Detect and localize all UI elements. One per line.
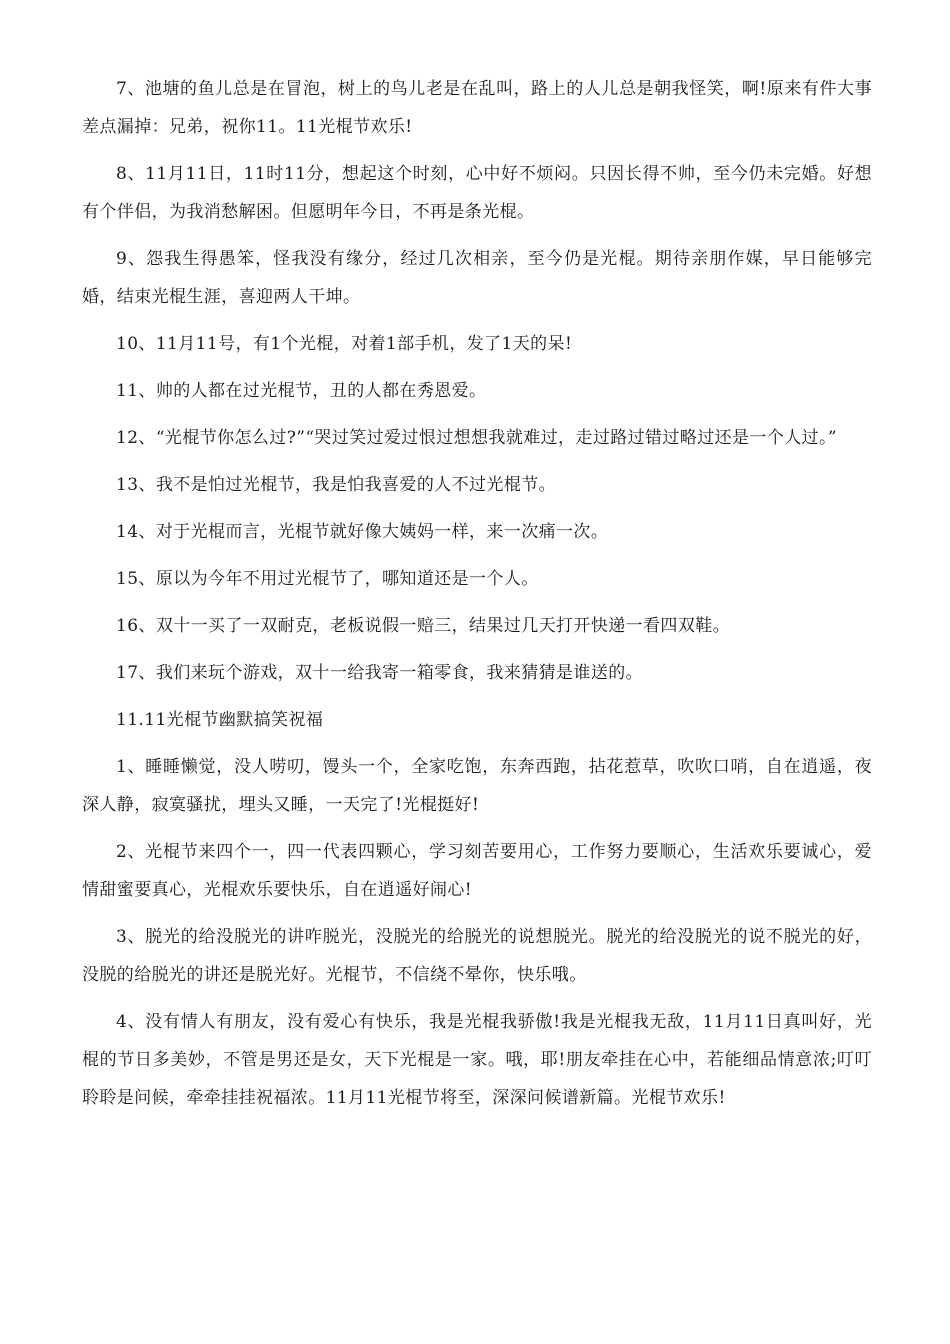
- paragraph-14: 14、对于光棍而言，光棍节就好像大姨妈一样，来一次痛一次。: [116, 522, 609, 542]
- paragraph-8: 8、11月11日，11时11分，想起这个时刻，心中好不烦闷。只因长得不帅，至今仍未完婚。好想有个伴侣，为我消愁解困。但愿明年今日，不再是条光棍。: [82, 164, 872, 222]
- paragraph-9: 9、怨我生得愚笨，怪我没有缘分，经过几次相亲，至今仍是光棍。期待亲朋作媒，早日能够完婚，结束光棍生涯，喜迎两人干坤。: [82, 249, 872, 307]
- document-body: [82, 70, 872, 1126]
- section-heading: 11.11光棍节幽默搞笑祝福: [116, 710, 324, 730]
- paragraph-17: 17、我们来玩个游戏，双十一给我寄一箱零食，我来猜猜是谁送的。: [116, 663, 644, 683]
- blessing-paragraph-1: 1、睡睡懒觉，没人唠叨，馒头一个，全家吃饱，东奔西跑，拈花惹草，吹吹口哨，自在逍遥，夜深人静，寂寞骚扰，埋头又睡，一天完了!光棍挺好!: [82, 757, 872, 815]
- paragraph-12: 12、“光棍节你怎么过?”“哭过笑过爱过恨过想想我就难过，走过路过错过略过还是一个人过。”: [116, 428, 838, 448]
- blessing-paragraph-2: 2、光棍节来四个一，四一代表四颗心，学习刻苦要用心，工作努力要顺心，生活欢乐要诚心，爱情甜蜜要真心，光棍欢乐要快乐，自在逍遥好闹心!: [82, 842, 872, 900]
- paragraph-16: 16、双十一买了一双耐克，老板说假一赔三，结果过几天打开快递一看四双鞋。: [116, 616, 731, 636]
- paragraph-15: 15、原以为今年不用过光棍节了，哪知道还是一个人。: [116, 569, 539, 589]
- paragraph-7: 7、池塘的鱼儿总是在冒泡，树上的鸟儿老是在乱叫，路上的人儿总是朝我怪笑，啊!原来有件大事差点漏掉：兄弟，祝你11。11光棍节欢乐!: [82, 79, 872, 137]
- blessing-paragraph-4: 4、没有情人有朋友，没有爱心有快乐，我是光棍我骄傲!我是光棍我无敌，11月11日真叫好，光棍的节日多美妙，不管是男还是女，天下光棍是一家。哦，耶!朋友牵挂在心中，若能细品情意浓;叮叮聆聆是问候，牵牵挂挂祝福浓。11月11光棍节将至，深深问候谱新篇。光棍节欢乐!: [82, 1012, 872, 1108]
- paragraph-11: 11、帅的人都在过光棍节，丑的人都在秀恩爱。: [116, 381, 487, 401]
- paragraph-10: 10、11月11号，有1个光棍，对着1部手机，发了1天的呆!: [116, 334, 573, 354]
- paragraph-13: 13、我不是怕过光棍节，我是怕我喜爱的人不过光棍节。: [116, 475, 557, 495]
- blessing-paragraph-3: 3、脱光的给没脱光的讲咋脱光，没脱光的给脱光的说想脱光。脱光的给没脱光的说不脱光的好，没脱的给脱光的讲还是脱光好。光棍节，不信绕不晕你，快乐哦。: [82, 927, 872, 985]
